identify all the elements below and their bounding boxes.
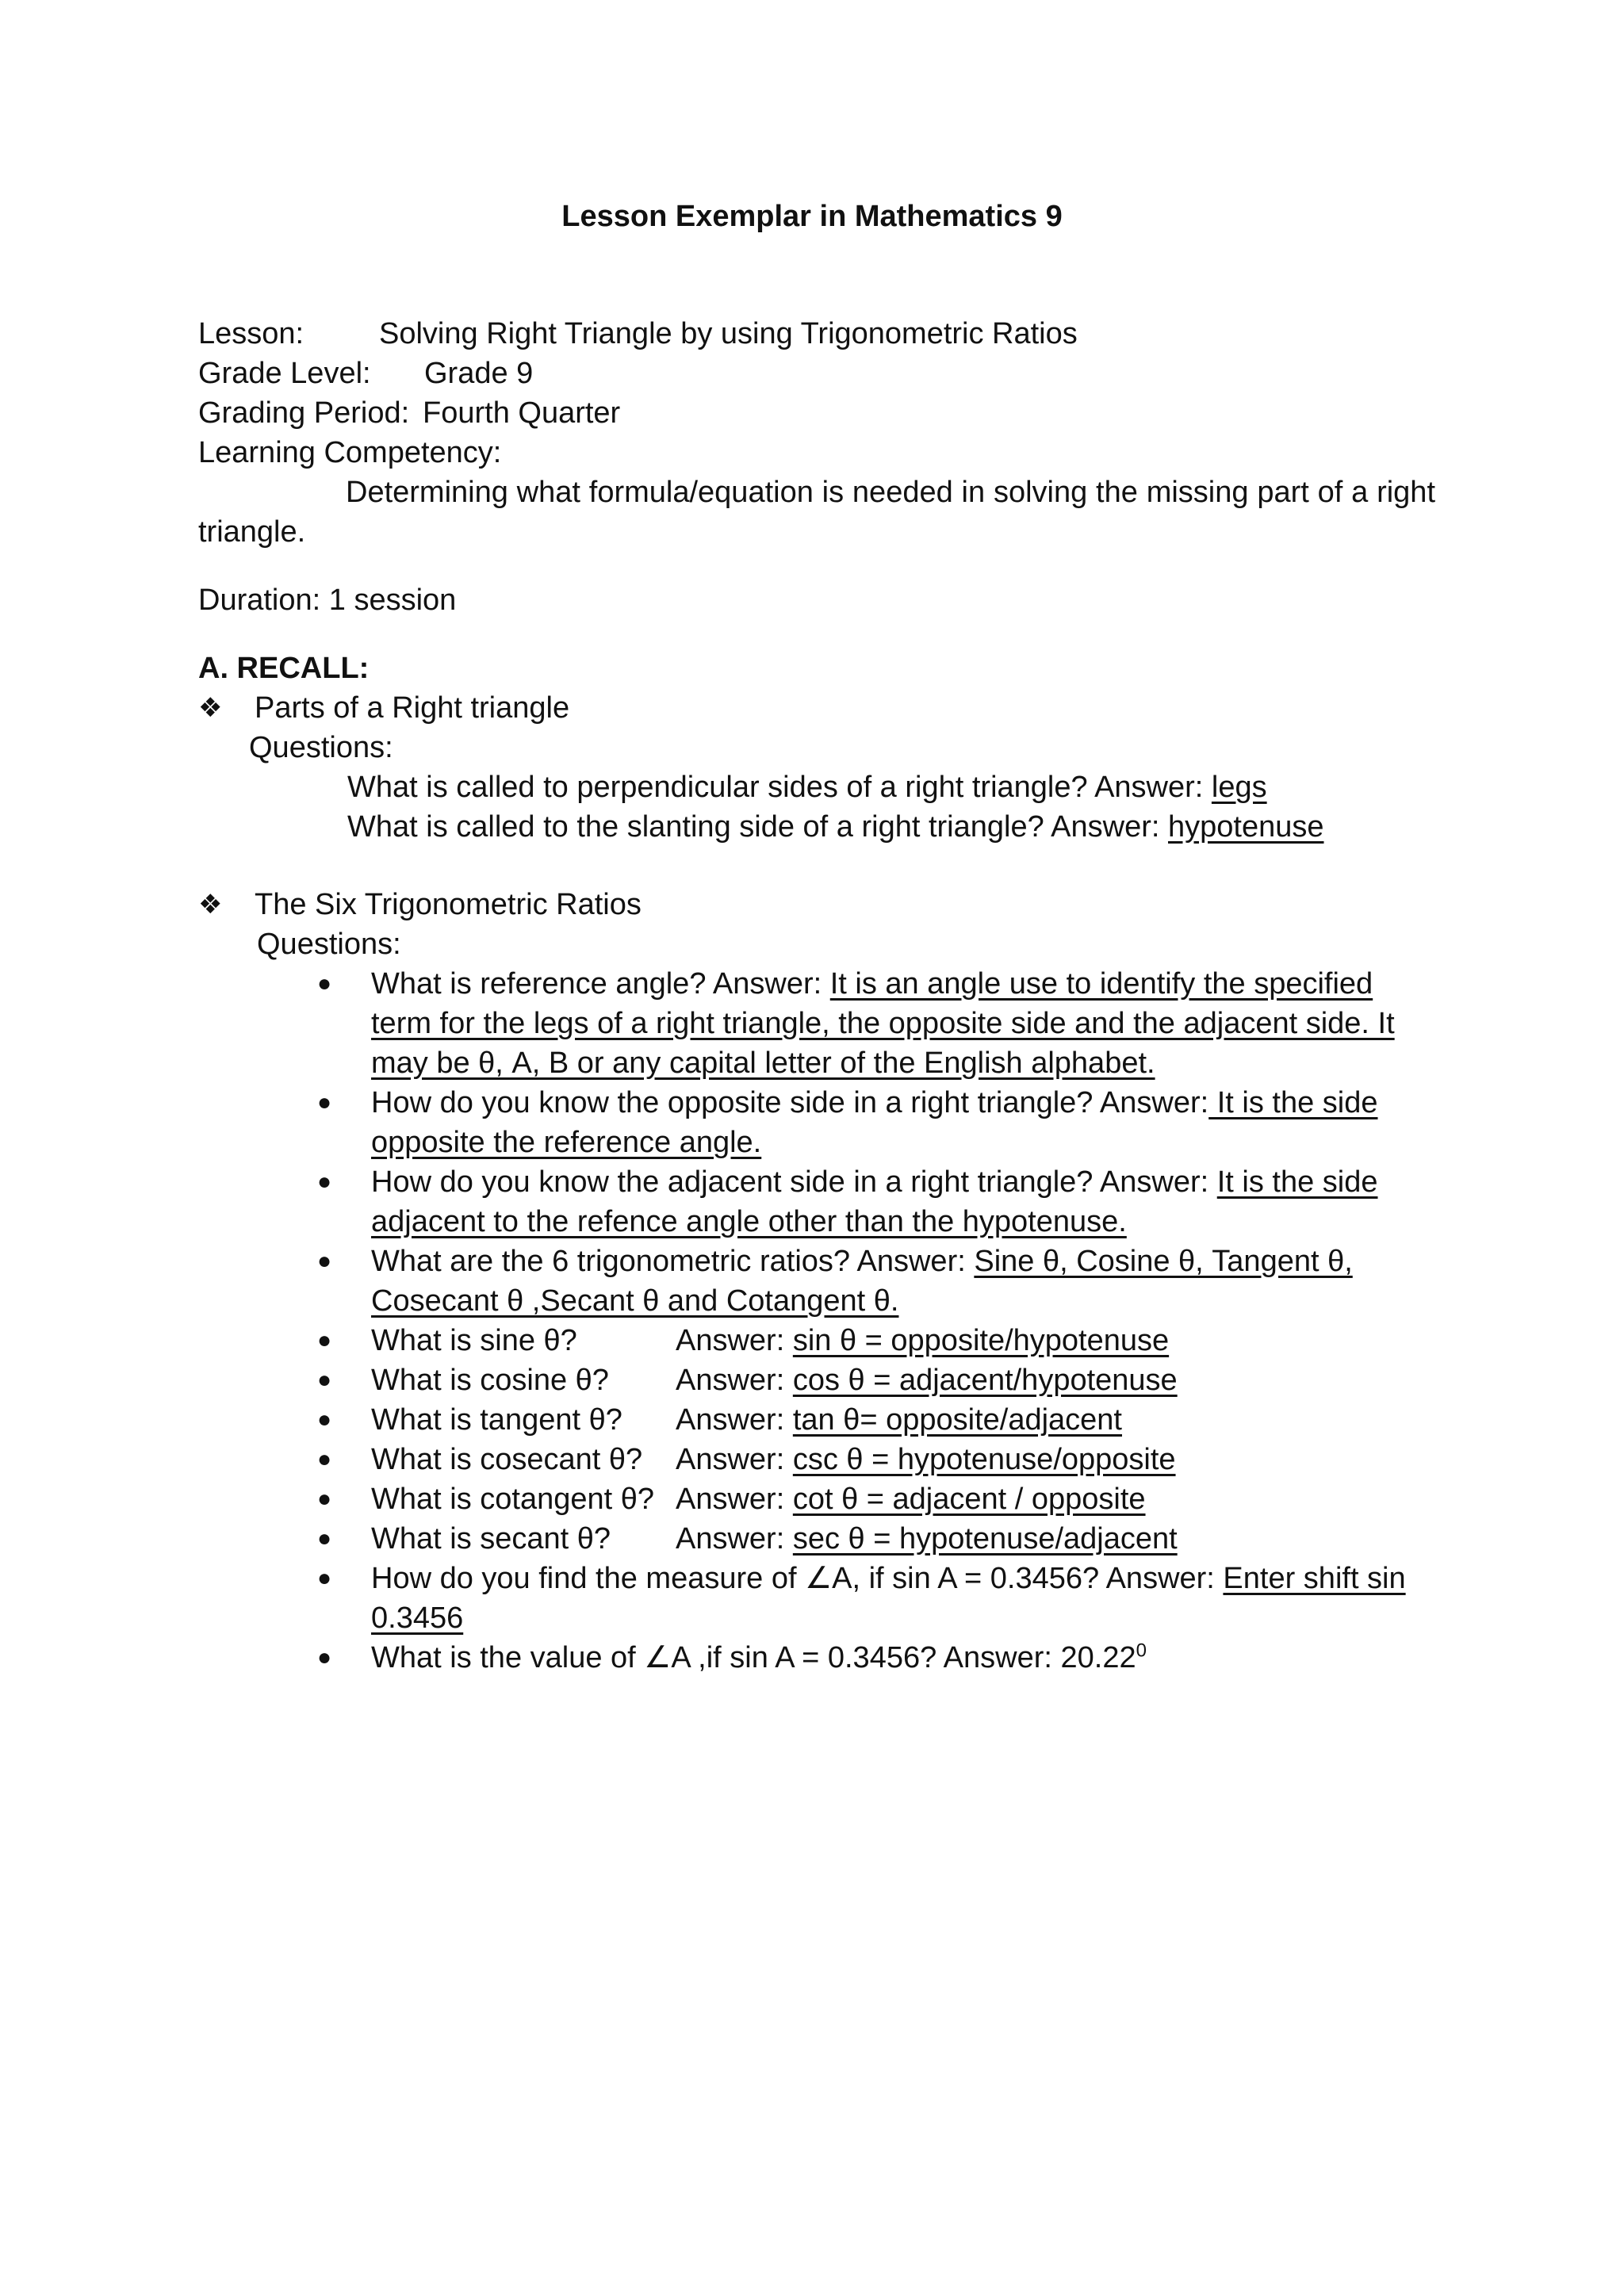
topic-title: Parts of a Right triangle bbox=[255, 691, 570, 725]
question-text: How do you find the measure of ∠A, if sin A = 0.3456? Answer: bbox=[371, 1562, 1224, 1595]
recall-heading: A. RECALL: bbox=[198, 652, 370, 685]
lesson-row bbox=[198, 314, 1435, 354]
recall-question bbox=[198, 767, 1435, 807]
lesson-meta bbox=[198, 314, 1435, 1678]
period-row bbox=[198, 393, 1435, 433]
answer-text: cot θ = adjacent / opposite bbox=[792, 1483, 1146, 1516]
bullet-dot-icon: ● bbox=[317, 1406, 332, 1433]
answer-text: Enter shift sin 0.3456 bbox=[371, 1562, 1406, 1635]
grade-value: Grade 9 bbox=[424, 357, 534, 390]
question-text: What is called to perpendicular sides of a right triangle? Answer: bbox=[347, 771, 1212, 804]
answer-text: 20.22 bbox=[1060, 1641, 1136, 1674]
list-item bbox=[198, 1321, 1418, 1360]
grade-label: Grade Level: bbox=[198, 357, 371, 390]
list-item bbox=[198, 1440, 1418, 1479]
list-item bbox=[198, 1242, 1418, 1321]
answer-text: csc θ = hypotenuse/opposite bbox=[792, 1443, 1176, 1476]
topic-title: The Six Trigonometric Ratios bbox=[255, 888, 642, 921]
question-text: What is secant θ? bbox=[371, 1522, 611, 1556]
question-text: What is called to the slanting side of a right triangle? Answer: bbox=[347, 810, 1168, 844]
answer-text: tan θ= opposite/adjacent bbox=[792, 1403, 1122, 1437]
list-item bbox=[198, 1638, 1418, 1678]
bullet-dot-icon: ● bbox=[317, 1327, 332, 1353]
question-text: What is tangent θ? bbox=[371, 1403, 622, 1437]
answer-label: Answer: bbox=[676, 1443, 793, 1476]
bullet-dot-icon: ● bbox=[317, 1446, 332, 1472]
question-text: How do you know the opposite side in a right triangle? Answer: bbox=[371, 1086, 1209, 1119]
answer-text: It is the side opposite the reference angle. bbox=[371, 1086, 1378, 1159]
diamond-bullet-icon: ❖ bbox=[198, 693, 223, 723]
answer-text: It is the side adjacent to the refence angle other than the hypotenuse. bbox=[371, 1165, 1378, 1238]
bullet-dot-icon: ● bbox=[317, 1644, 332, 1670]
question-text: What is sine θ? bbox=[371, 1324, 577, 1357]
answer-label: Answer: bbox=[676, 1522, 793, 1556]
question-text: How do you know the adjacent side in a right triangle? Answer: bbox=[371, 1165, 1217, 1199]
grade-row bbox=[198, 354, 1435, 393]
list-item bbox=[198, 1360, 1418, 1400]
recall-question bbox=[198, 807, 1435, 847]
degree-superscript: 0 bbox=[1136, 1640, 1147, 1662]
list-item bbox=[198, 1162, 1418, 1242]
period-value: Fourth Quarter bbox=[423, 396, 621, 430]
list-item bbox=[198, 1083, 1418, 1162]
bullet-dot-icon: ● bbox=[317, 1565, 332, 1591]
bullet-dot-icon: ● bbox=[317, 1089, 332, 1115]
bullet-dot-icon: ● bbox=[317, 1525, 332, 1552]
list-item bbox=[198, 1400, 1418, 1440]
answer-text: legs bbox=[1211, 771, 1267, 804]
competency-text: Determining what formula/equation is needed in solving the missing part of a right triangle. bbox=[198, 476, 1435, 549]
document-title: Lesson Exemplar in Mathematics 9 bbox=[561, 200, 1063, 233]
bullet-dot-icon: ● bbox=[317, 1486, 332, 1512]
bullet-dot-icon: ● bbox=[317, 1248, 332, 1274]
question-text: What are the 6 trigonometric ratios? Answer: bbox=[371, 1245, 975, 1278]
question-text: What is cosine θ? bbox=[371, 1364, 609, 1397]
list-item bbox=[198, 1559, 1418, 1638]
answer-label: Answer: bbox=[676, 1403, 793, 1437]
competency-label: Learning Competency: bbox=[198, 436, 502, 469]
bullet-dot-icon: ● bbox=[317, 970, 332, 997]
answer-text: Sine θ, Cosine θ, Tangent θ, Cosecant θ ,Secant θ and Cotangent θ. bbox=[371, 1245, 1353, 1318]
topic-parts-of-right-triangle bbox=[198, 688, 1435, 728]
bullet-dot-icon: ● bbox=[317, 1169, 332, 1195]
answer-text: cos θ = adjacent/hypotenuse bbox=[792, 1364, 1178, 1397]
question-text: What is the value of ∠A ,if sin A = 0.3456? Answer: bbox=[371, 1641, 1061, 1674]
questions-label: Questions: bbox=[249, 731, 393, 764]
question-text: What is cotangent θ? bbox=[371, 1483, 654, 1516]
list-item bbox=[198, 1479, 1418, 1519]
duration: Duration: 1 session bbox=[198, 584, 457, 617]
answer-label: Answer: bbox=[676, 1483, 793, 1516]
qa-list bbox=[198, 964, 1435, 1678]
answer-text: It is an angle use to identify the specified term for the legs of a right triangle, the opposite side and the adjacent side. It may be θ, A, B or any capital letter of the English alphabet. bbox=[371, 967, 1395, 1080]
lesson-value: Solving Right Triangle by using Trigonometric Ratios bbox=[379, 317, 1078, 350]
question-text: What is cosecant θ? bbox=[371, 1443, 643, 1476]
list-item bbox=[198, 964, 1418, 1083]
list-item bbox=[198, 1519, 1418, 1559]
questions-label: Questions: bbox=[257, 928, 401, 961]
answer-label: Answer: bbox=[676, 1364, 793, 1397]
lesson-label: Lesson: bbox=[198, 317, 304, 350]
topic-six-trig-ratios bbox=[198, 885, 1435, 924]
period-label: Grading Period: bbox=[198, 396, 410, 430]
answer-text: sin θ = opposite/hypotenuse bbox=[792, 1324, 1170, 1357]
answer-text: hypotenuse bbox=[1168, 810, 1324, 844]
question-text: What is reference angle? Answer: bbox=[371, 967, 830, 1001]
answer-text: sec θ = hypotenuse/adjacent bbox=[792, 1522, 1178, 1556]
diamond-bullet-icon: ❖ bbox=[198, 890, 223, 920]
bullet-dot-icon: ● bbox=[317, 1367, 332, 1393]
answer-label: Answer: bbox=[676, 1324, 793, 1357]
